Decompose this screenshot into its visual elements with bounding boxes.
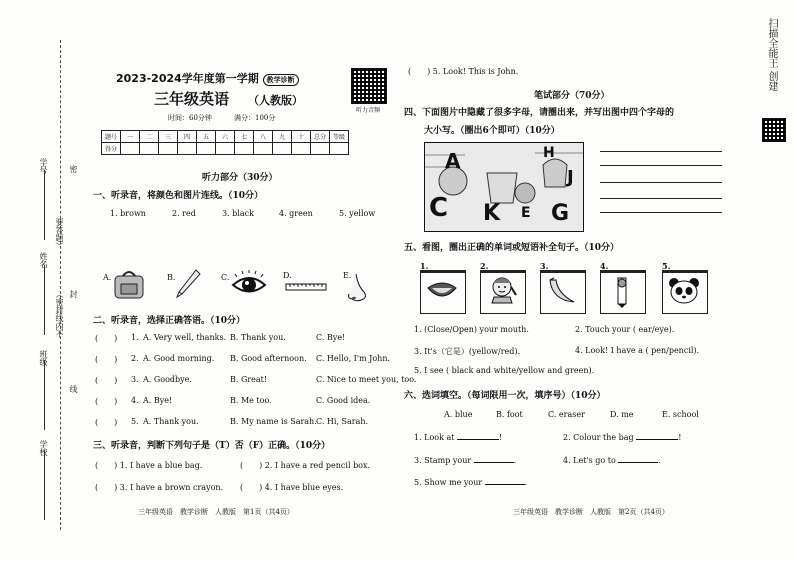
- section-5-title: 五、看图，圈出正确的单词或短语补全句子。（10分）: [404, 243, 620, 253]
- picture-label: A.: [103, 273, 112, 282]
- score-table-header-cell: 七: [235, 131, 254, 143]
- page-footer: 三年级英语 教学诊断 人教版 第1页（共4页）: [138, 508, 294, 516]
- exam-title: 2023-2024学年度第一学期 教学诊断: [116, 70, 299, 86]
- ruler-icon[interactable]: [285, 282, 327, 292]
- score-entry-cell[interactable]: [197, 143, 216, 155]
- answer-option[interactable]: C. Hi, Sarah.: [316, 417, 369, 426]
- title-stamp: 教学诊断: [263, 74, 299, 86]
- score-table-header-cell: 四: [178, 131, 197, 143]
- answer-option[interactable]: A. Bye!: [143, 396, 173, 405]
- answer-option[interactable]: A. Thank you.: [143, 417, 199, 426]
- margin-seal-char: 封: [69, 290, 78, 298]
- picture-label: B.: [167, 273, 176, 282]
- exam-full-score: 满分：100分: [234, 114, 276, 122]
- score-entry-cell[interactable]: [311, 143, 330, 155]
- picture-label: C.: [221, 273, 230, 282]
- hidden-letter: G: [551, 201, 570, 226]
- answer-blank[interactable]: [618, 462, 658, 463]
- margin-number-label: 学号: [39, 158, 48, 174]
- score-table-header-cell: 总分: [311, 131, 330, 143]
- score-table-header-cell: 六: [216, 131, 235, 143]
- score-entry-cell[interactable]: [292, 143, 311, 155]
- writing-line[interactable]: [600, 182, 722, 183]
- picture-number: 5.: [662, 261, 671, 271]
- color-word: 4. green: [279, 209, 313, 218]
- score-entry-cell[interactable]: [121, 143, 140, 155]
- picture-number: 3.: [540, 261, 549, 271]
- question-number: 4.: [131, 396, 139, 405]
- answer-blank[interactable]: [485, 484, 525, 485]
- fill-sentence[interactable]: 3. It's（它是）(yellow/red).: [414, 347, 521, 356]
- tf-question[interactable]: ( ) 1. I have a blue bag.: [95, 461, 203, 470]
- answer-option[interactable]: C. Nice to meet you, too.: [316, 375, 417, 384]
- score-entry-cell[interactable]: [254, 143, 273, 155]
- margin-blank[interactable]: [44, 360, 45, 430]
- answer-paren[interactable]: ( ): [95, 355, 118, 364]
- scanner-watermark: 扫描全能王 创建: [766, 18, 777, 92]
- question-number: 2.: [131, 354, 139, 363]
- hidden-letter: J: [567, 167, 574, 188]
- margin-class-label: 班级: [39, 350, 48, 366]
- score-table-header-cell: 二: [140, 131, 159, 143]
- answer-paren[interactable]: ( ): [95, 376, 118, 385]
- writing-line[interactable]: [600, 165, 722, 166]
- margin-blank[interactable]: [44, 170, 45, 240]
- fill-blank-item[interactable]: 1. Look at !: [414, 433, 503, 442]
- picture-label: E.: [343, 271, 352, 280]
- color-word: 2. red: [172, 209, 196, 218]
- fill-sentence[interactable]: 2. Touch your ( ear/eye).: [575, 325, 675, 334]
- question-number: 3.: [131, 375, 139, 384]
- section-6-title: 六、选词填空。（每词限用一次，填序号）（10分）: [404, 391, 606, 401]
- answer-option[interactable]: B. My name is Sarah.: [230, 417, 317, 426]
- tf-question[interactable]: ( ) 4. I have blue eyes.: [240, 483, 344, 492]
- answer-paren[interactable]: ( ): [95, 418, 118, 427]
- answer-option[interactable]: B. Thank you.: [230, 333, 286, 342]
- eye-icon[interactable]: [231, 268, 267, 300]
- answer-option[interactable]: B. Me too.: [230, 396, 272, 405]
- answer-option[interactable]: A. Good morning.: [143, 354, 215, 363]
- schoolbag-icon[interactable]: [112, 268, 146, 300]
- writing-line[interactable]: [600, 198, 722, 199]
- answer-paren[interactable]: ( ): [95, 334, 118, 343]
- panda-icon[interactable]: [668, 275, 700, 305]
- answer-option[interactable]: C. Hello, I'm John.: [316, 354, 391, 363]
- score-entry-cell[interactable]: [159, 143, 178, 155]
- word-option: A. blue: [444, 410, 473, 419]
- score-table-score-row: [102, 143, 349, 155]
- answer-blank[interactable]: [474, 462, 514, 463]
- hidden-letter: A: [445, 149, 461, 173]
- margin-blank[interactable]: [44, 265, 45, 335]
- tf-question[interactable]: ( ) 3. I have a brown crayon.: [95, 483, 224, 492]
- color-word: 1. brown: [110, 209, 146, 218]
- question-number: 5.: [131, 417, 139, 426]
- picture-label: D.: [283, 271, 292, 280]
- hidden-letter: E: [521, 205, 531, 221]
- section-1-title: 一、听录音，将颜色和图片连线。（10分）: [93, 191, 264, 201]
- section-4-title: 四、下面图片中隐藏了很多字母，请圈出来，并写出图中四个字母的: [404, 108, 675, 118]
- word-option: C. eraser: [548, 410, 585, 419]
- binding-line: [60, 40, 61, 530]
- score-table: [101, 130, 349, 155]
- section-4-title-2: 大小写。（圈出6个即可）（10分）: [424, 126, 560, 136]
- answer-option[interactable]: B. Good afternoon.: [230, 354, 307, 363]
- score-entry-cell[interactable]: [235, 143, 254, 155]
- picture-number: 1.: [420, 261, 429, 271]
- answer-blank[interactable]: [636, 439, 678, 440]
- score-table-header-cell: 等级: [330, 131, 349, 143]
- listening-header: 听力部分（30分）: [202, 173, 278, 183]
- answer-option[interactable]: A. Very well, thanks.: [143, 333, 227, 342]
- exam-time: 时间：60分钟: [168, 114, 212, 122]
- score-table-header-cell: 题号: [102, 131, 121, 143]
- question-number: 1.: [131, 333, 139, 342]
- fill-sentence[interactable]: 5. I see ( black and white/yellow and green).: [414, 366, 595, 375]
- pencil-icon[interactable]: [174, 268, 202, 300]
- qr-code-icon[interactable]: [351, 68, 387, 104]
- fill-blank-item[interactable]: 4. Let's go to .: [563, 456, 661, 465]
- boy-touching-ear-icon[interactable]: [486, 273, 518, 307]
- score-table-header-cell: 九: [273, 131, 292, 143]
- score-entry-cell[interactable]: [216, 143, 235, 155]
- fill-blank-item[interactable]: 5. Show me your .: [414, 478, 528, 487]
- score-entry-cell[interactable]: [140, 143, 159, 155]
- scanner-qr-icon: [762, 118, 786, 142]
- section-3-title: 三、听录音，判断下列句子是（T）否（F）正确。（10分）: [93, 441, 331, 451]
- margin-blank[interactable]: [44, 450, 45, 520]
- score-table-header-cell: 十: [292, 131, 311, 143]
- score-table-header-row: [102, 131, 349, 143]
- word-option: D. me: [610, 410, 634, 419]
- score-table-header-cell: 一: [121, 131, 140, 143]
- margin-line-char: 线: [69, 385, 78, 393]
- fill-blank-item[interactable]: 3. Stamp your .: [414, 456, 517, 465]
- fill-sentence[interactable]: 4. Look! I have a ( pen/pencil).: [575, 346, 700, 355]
- margin-name-label: 姓名: [39, 252, 48, 268]
- page-footer: 三年级英语 教学诊断 人教版 第2页（共4页）: [513, 508, 669, 516]
- pencil-holder-icon[interactable]: [608, 274, 636, 308]
- exam-edition: （人教版）: [248, 94, 303, 107]
- mouth-icon[interactable]: [426, 278, 458, 304]
- margin-school-label: 学校: [39, 440, 48, 456]
- margin-seal-char: 密: [69, 165, 78, 173]
- exam-subtitle: 三年级英语: [154, 90, 230, 108]
- picture-number: 2.: [480, 261, 489, 271]
- writing-line[interactable]: [600, 151, 722, 152]
- score-table-header-cell: 五: [197, 131, 216, 143]
- question-2-item-5[interactable]: ( ) 5. Look! This is John.: [408, 67, 519, 76]
- section-2-title: 二、听录音，选择正确答语。（10分）: [93, 316, 246, 326]
- word-option: B. foot: [496, 410, 523, 419]
- margin-note: （密封线内不: [55, 290, 64, 338]
- color-word: 3. black: [222, 209, 254, 218]
- tf-question[interactable]: ( ) 2. I have a red pencil box.: [240, 461, 371, 470]
- margin-note: 要答题）: [55, 218, 64, 250]
- hidden-letter: H: [543, 145, 555, 161]
- hidden-letters-picture[interactable]: [424, 142, 584, 232]
- answer-option[interactable]: A. Goodbye.: [143, 375, 192, 384]
- fill-sentence[interactable]: 1. (Close/Open) your mouth.: [414, 325, 529, 334]
- score-table-header-cell: 八: [254, 131, 273, 143]
- answer-paren[interactable]: ( ): [95, 397, 118, 406]
- word-option: E. school: [662, 410, 699, 419]
- answer-option[interactable]: C. Bye!: [316, 333, 346, 342]
- written-header: 笔试部分（70分）: [534, 91, 610, 101]
- hidden-letter: C: [429, 193, 449, 223]
- score-table-header-cell: 三: [159, 131, 178, 143]
- score-entry-cell[interactable]: [178, 143, 197, 155]
- fill-blank-item[interactable]: 2. Colour the bag !: [563, 433, 682, 442]
- score-entry-cell[interactable]: [330, 143, 349, 155]
- answer-option[interactable]: C. Good idea.: [316, 396, 371, 405]
- answer-blank[interactable]: [457, 439, 499, 440]
- score-entry-cell[interactable]: [273, 143, 292, 155]
- qr-caption: 听力音频: [356, 107, 381, 114]
- color-word: 5. yellow: [339, 209, 376, 218]
- answer-option[interactable]: B. Great!: [230, 375, 268, 384]
- writing-line[interactable]: [600, 212, 722, 213]
- banana-icon[interactable]: [546, 276, 578, 306]
- nose-icon[interactable]: [344, 272, 370, 304]
- picture-number: 4.: [600, 261, 609, 271]
- score-table-label-cell: 得分: [102, 143, 121, 155]
- hidden-letter: K: [483, 201, 501, 226]
